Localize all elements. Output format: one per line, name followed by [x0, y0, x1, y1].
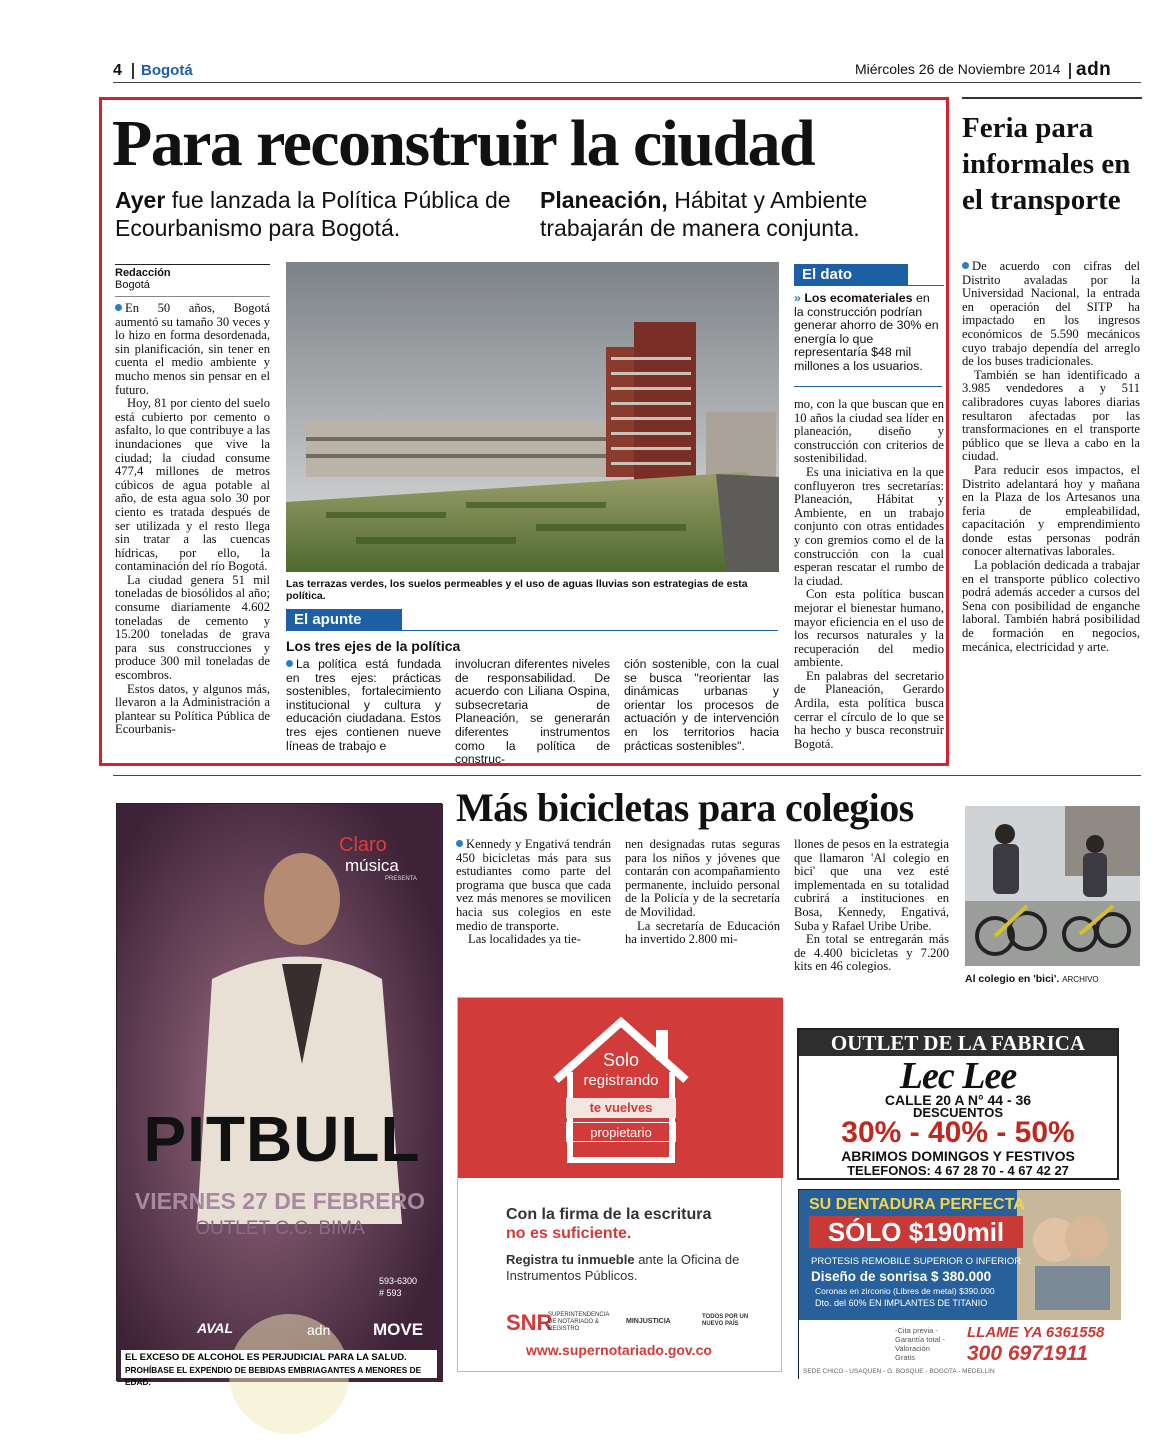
snr-body-bold: Registra tu inmueble	[506, 1252, 635, 1267]
snr-headline-1: Con la firma de la escritura	[506, 1206, 712, 1223]
bike-col-1	[456, 838, 611, 947]
main-col1-p1-text: En 50 años, Bogotá aumentó su tamaño 30 veces y lo hizo en forma desordenada, sin planificación, sin tener en cuenta el medio ambiente y mucho menos sin pensar en el futuro.	[115, 301, 270, 397]
dato-text: en la construcción podrían generar ahorro de 30% en energía lo que representaría $48 mil millones a los usuarios.	[794, 291, 939, 373]
bike-col1-p2: Las localidades ya tie-	[468, 932, 581, 947]
deck-left-bold: Ayer	[115, 187, 166, 213]
side-top-rule	[962, 97, 1142, 99]
dato-bold: Los ecomateriales	[804, 291, 913, 305]
claro-logo	[339, 834, 387, 857]
house-icon	[546, 1010, 696, 1170]
section-name: Bogotá	[141, 62, 193, 79]
outlet-brand: Lec Lee	[899, 1055, 1017, 1097]
apunte-col-2: involucran diferentes niveles de responsabilidad. De acuerdo con Liliana Ospina, subsecretaria de Planeación, se generarán diferentes instrumentos como la política de construc-	[455, 657, 610, 767]
byline-rule	[115, 264, 270, 265]
main-col1-p1	[115, 302, 270, 397]
byline	[115, 267, 171, 291]
apunte-rule	[402, 630, 778, 631]
pitbull-venue: OUTLET C.C. BIMA	[195, 1218, 365, 1239]
snr-house-line4: propietario	[566, 1122, 676, 1142]
deck-right-bold: Planeación,	[540, 187, 668, 213]
dental-call[interactable]: LLAME YA 6361558	[967, 1324, 1105, 1341]
bullet-dot	[456, 840, 463, 847]
main-right-p1: mo, con la que buscan que en 10 años la ciudad sea líder en planeación, diseño y construcción con criterios de sostenibilidad.	[794, 397, 944, 466]
snr-body-text: ante la Oficina de Instrumentos Públicos.	[506, 1252, 740, 1283]
snr-house-line3: te vuelves	[566, 1098, 676, 1118]
outlet-hours: ABRIMOS DOMINGOS Y FESTIVOS	[841, 1148, 1075, 1164]
apunte-col-3: ción sostenible, con la cual se busca "reorientar las dinámicas urbanas y orientar los procesos de actuación y de intervención en los territorios hacia prácticas sostenibles".	[624, 657, 779, 753]
sponsor-adn: adn	[307, 1322, 331, 1338]
presenta-label: PRESENTA	[385, 876, 417, 882]
header-rule	[113, 82, 1141, 83]
main-photo	[286, 262, 779, 572]
side-p4: La población dedicada a trabajar en el transporte público colectivo podrá además acceder a cursos del Sena con posibilidad de enganche laboral. También habrá posibilidad de formación en negocios, mecánica, electricidad y arte.	[962, 558, 1140, 654]
main-article-title: Para reconstruir la ciudad	[112, 107, 815, 180]
outlet-phones: TELEFONOS: 4 67 28 70 - 4 67 42 27	[847, 1163, 1069, 1178]
header-divider-2	[1069, 63, 1071, 79]
snr-headline-2: no es suficiente.	[506, 1225, 632, 1242]
page-header	[113, 60, 1141, 82]
bike-article-title: Más bicicletas para colegios	[456, 785, 914, 830]
bike-col2-p1: nen designadas rutas seguras para los niños y jóvenes que contarán con acompañamiento permanente, incluido personal de la Policía y de la secretaría de Movilidad.	[625, 837, 780, 919]
dato-label: El dato	[794, 264, 908, 286]
side-p1-text: De acuerdo con cifras del Distrito avaladas por la Universidad Nacional, la entrada en operación del SITP ha impactado en los ingresos económicos de 5.590 mecánicos cuyo trabajo dependía del arreglo de los buses tradicionales.	[962, 259, 1140, 369]
dental-line4: Dto. del 60% EN IMPLANTES DE TITANIO	[815, 1298, 988, 1308]
pitbull-phone-1: 593-6300	[379, 1276, 418, 1286]
main-right-p4: En palabras del secretario de Planeación, Gerardo Ardila, esta política busca cerrar el círculo de lo que se ha hecho y busca reconstruir Bogotá.	[794, 668, 944, 751]
main-col-1	[115, 302, 270, 737]
deck-right-text: Hábitat y Ambiente trabajarán de manera conjunta.	[540, 187, 868, 241]
dental-line2: Diseño de sonrisa $ 380.000	[811, 1269, 992, 1284]
kids-on-bikes-illustration	[965, 806, 1140, 966]
dental-price: SÓLO $190mil	[809, 1216, 1023, 1248]
byline-rule-2	[115, 296, 270, 297]
snr-house-line2: registrando	[583, 1072, 659, 1089]
dato-box	[794, 292, 942, 374]
snr-house-line1: Solo	[602, 1050, 640, 1070]
chevron-icon: »	[794, 291, 801, 305]
apunte-col-1	[286, 658, 441, 753]
side-article-body	[962, 260, 1140, 654]
alcohol-warning	[121, 1350, 437, 1387]
snr-logo: SNR	[506, 1310, 553, 1335]
bike-photo	[965, 806, 1140, 966]
snr-body	[506, 1252, 746, 1284]
main-col1-p4: Estos datos, y algunos más, llevaron a la Administración a plantear su Política Pública de Ecourbanis-	[115, 681, 270, 737]
main-right-p3: Con esta política buscan mejorar el bienestar humano, mayor eficiencia en el uso de los recursos naturales y la recuperación del medio ambiente.	[794, 587, 944, 670]
smiling-couple-illustration	[1025, 1200, 1115, 1310]
sponsor-aval: AVAL	[197, 1320, 234, 1336]
side-p3: Para reducir esos impactos, el Distrito adelantará hoy y mañana en la Plaza de los Artesanos una feria de empleabilidad, capacitación y emprendimiento donde estas personas podrán conocer alternativas laborales.	[962, 462, 1140, 559]
issue-date: Miércoles 26 de Noviembre 2014	[855, 61, 1061, 77]
main-photo-caption: Las terrazas verdes, los suelos permeables y el uso de aguas lluvias son estrategias de esta política.	[286, 578, 748, 602]
bike-col-2	[625, 838, 780, 947]
side-p2: También se han identificado a 3.985 vendedores a y 511 calibradores cuyas labores diarias resultaron afectadas por las transformaciones en el transporte público que se lleva a cabo en la ciudad.	[962, 367, 1140, 464]
bike-caption-text: Al colegio en 'bici'.	[965, 973, 1060, 985]
bike-photo-caption	[965, 973, 1099, 985]
ad-outlet[interactable]	[797, 1028, 1119, 1180]
byline-place: Bogotá	[115, 279, 150, 291]
dental-line3: Coronas en zirconio (Libres de metal) $390.000	[815, 1286, 995, 1296]
main-right-p2: Es una iniciativa en la que confluyeron tres secretarías: Planeación, Hábitat y Ambiente, en un trabajo conjunto con otras entidades y con gremios como el de la construcción con la cual esperan rescatar el rumbo de la ciudad.	[794, 464, 944, 588]
apunte-col1-text: La política está fundada en tres ejes: prácticas sostenibles, fortalecimiento institucional y cultura y educación ciudadana. Estos tres ejes contienen nueve líneas de trabajo e	[286, 657, 441, 753]
bike-col-3	[794, 838, 949, 974]
bike-photo-credit: ARCHIVO	[1062, 975, 1099, 984]
apunte-label: El apunte	[286, 609, 402, 631]
main-deck-left	[115, 186, 520, 242]
alcohol-warning-1: EL EXCESO DE ALCOHOL ES PERJUDICIAL PARA LA SALUD.	[125, 1352, 407, 1363]
ad-pitbull[interactable]	[116, 803, 442, 1387]
alcohol-warning-2: PROHÍBASE EL EXPENDIO DE BEBIDAS EMBRIAGANTES A MENORES DE EDAD.	[125, 1365, 422, 1387]
byline-name: Redacción	[115, 267, 171, 279]
minjusticia-logo: MINJUSTICIA	[626, 1318, 671, 1325]
main-col1-p2: Hoy, 81 por ciento del suelo está cubierto por cemento o asfalto, lo que contribuye a las inundaciones que vive la ciudad; la ciudad consume 477,4 millones de metros cúbicos de agua potable al año, de esta agua solo 30 por ciento es tratada después de ser utilizada y el resto llega sin tratar a las cuencas hídricas, por ello, la contaminación del río Bogotá.	[115, 396, 270, 574]
bike-col1-p1	[456, 838, 611, 933]
dental-mobile[interactable]: 300 6971911	[967, 1342, 1089, 1365]
page-number: 4	[113, 62, 122, 79]
main-deck-right	[540, 186, 940, 242]
dental-line1: PROTESIS REMOBILE SUPERIOR O INFERIOR	[811, 1256, 1022, 1267]
bike-col3-p2: En total se entregarán más de 4.400 bicicletas y 7.200 kits en 46 colegios.	[794, 932, 949, 974]
pitbull-name: PITBULL	[143, 1103, 421, 1175]
claro-brand: Claro	[339, 834, 387, 856]
apunte-title: Los tres ejes de la política	[286, 638, 461, 654]
bullet-dot	[286, 660, 293, 667]
dental-bullets: -Cita previa -Garantía total -Valoración Gratis	[895, 1326, 946, 1362]
pitbull-date: VIERNES 27 DE FEBRERO	[134, 1188, 426, 1214]
bike-col1-p1-text: Kennedy y Engativá tendrán 450 bicicletas más para sus estudiantes como parte del programa que busca que cada vez más menores se movilicen hacia sus colegios en este medio de transporte.	[456, 837, 611, 933]
snr-url[interactable]: www.supernotariado.gov.co	[526, 1342, 712, 1358]
gov-logo: TODOS POR UN NUEVO PAÍS	[702, 1314, 749, 1327]
side-article-title: Feria para informales en el transporte	[962, 112, 1131, 216]
outlet-address: CALLE 20 A N° 44 - 36	[884, 1092, 1032, 1108]
dato-rule	[908, 285, 944, 286]
bike-col2-p2: La secretaría de Educación ha invertido 2.800 mi-	[625, 918, 780, 947]
claro-sub: música	[345, 856, 399, 875]
mid-rule	[113, 775, 1141, 776]
deck-left-text: fue lanzada la Política Pública de Ecourbanismo para Bogotá.	[115, 187, 511, 241]
snr-logo-text: SUPERINTENDENCIA DE NOTARIADO & REGISTRO	[548, 1312, 610, 1332]
bullet-dot	[962, 262, 969, 269]
ad-snr[interactable]	[457, 997, 782, 1372]
bike-col3-p1: llones de pesos en la estrategia que llamaron 'Al colegio en bici' que una vez esté implementada en su totalidad cubrirá a instituciones en Bosa, Kennedy, Engativá, Suba y Rafael Uribe Uribe.	[794, 837, 949, 933]
green-roof-illustration	[286, 262, 779, 572]
dental-branches: SEDE CHICO - USAQUEN - G. BOSQUE - BOGOTA - MEDELLIN	[803, 1368, 995, 1375]
main-right-col	[794, 398, 944, 751]
bullet-dot	[115, 304, 122, 311]
pitbull-phone-2: # 593	[379, 1288, 402, 1298]
dato-bottom-rule	[794, 386, 942, 387]
header-divider	[132, 63, 134, 79]
ad-dental[interactable]	[798, 1189, 1120, 1379]
outlet-descuentos: DESCUENTOS	[912, 1105, 1004, 1120]
outlet-title: OUTLET DE LA FABRICA	[799, 1030, 1117, 1056]
sponsor-move: MOVE	[373, 1320, 424, 1339]
side-p1	[962, 260, 1140, 369]
brand-logo: adn	[1076, 59, 1112, 80]
outlet-discounts: 30% - 40% - 50%	[841, 1116, 1075, 1149]
dental-title: SU DENTADURA PERFECTA	[809, 1196, 1025, 1213]
main-col1-p3: La ciudad genera 51 mil toneladas de biosólidos al año; consume diariamente 4.602 toneladas de cemento y 15.200 toneladas de grava para sus construcciones y produce 300 mil toneladas de escombros.	[115, 572, 270, 683]
